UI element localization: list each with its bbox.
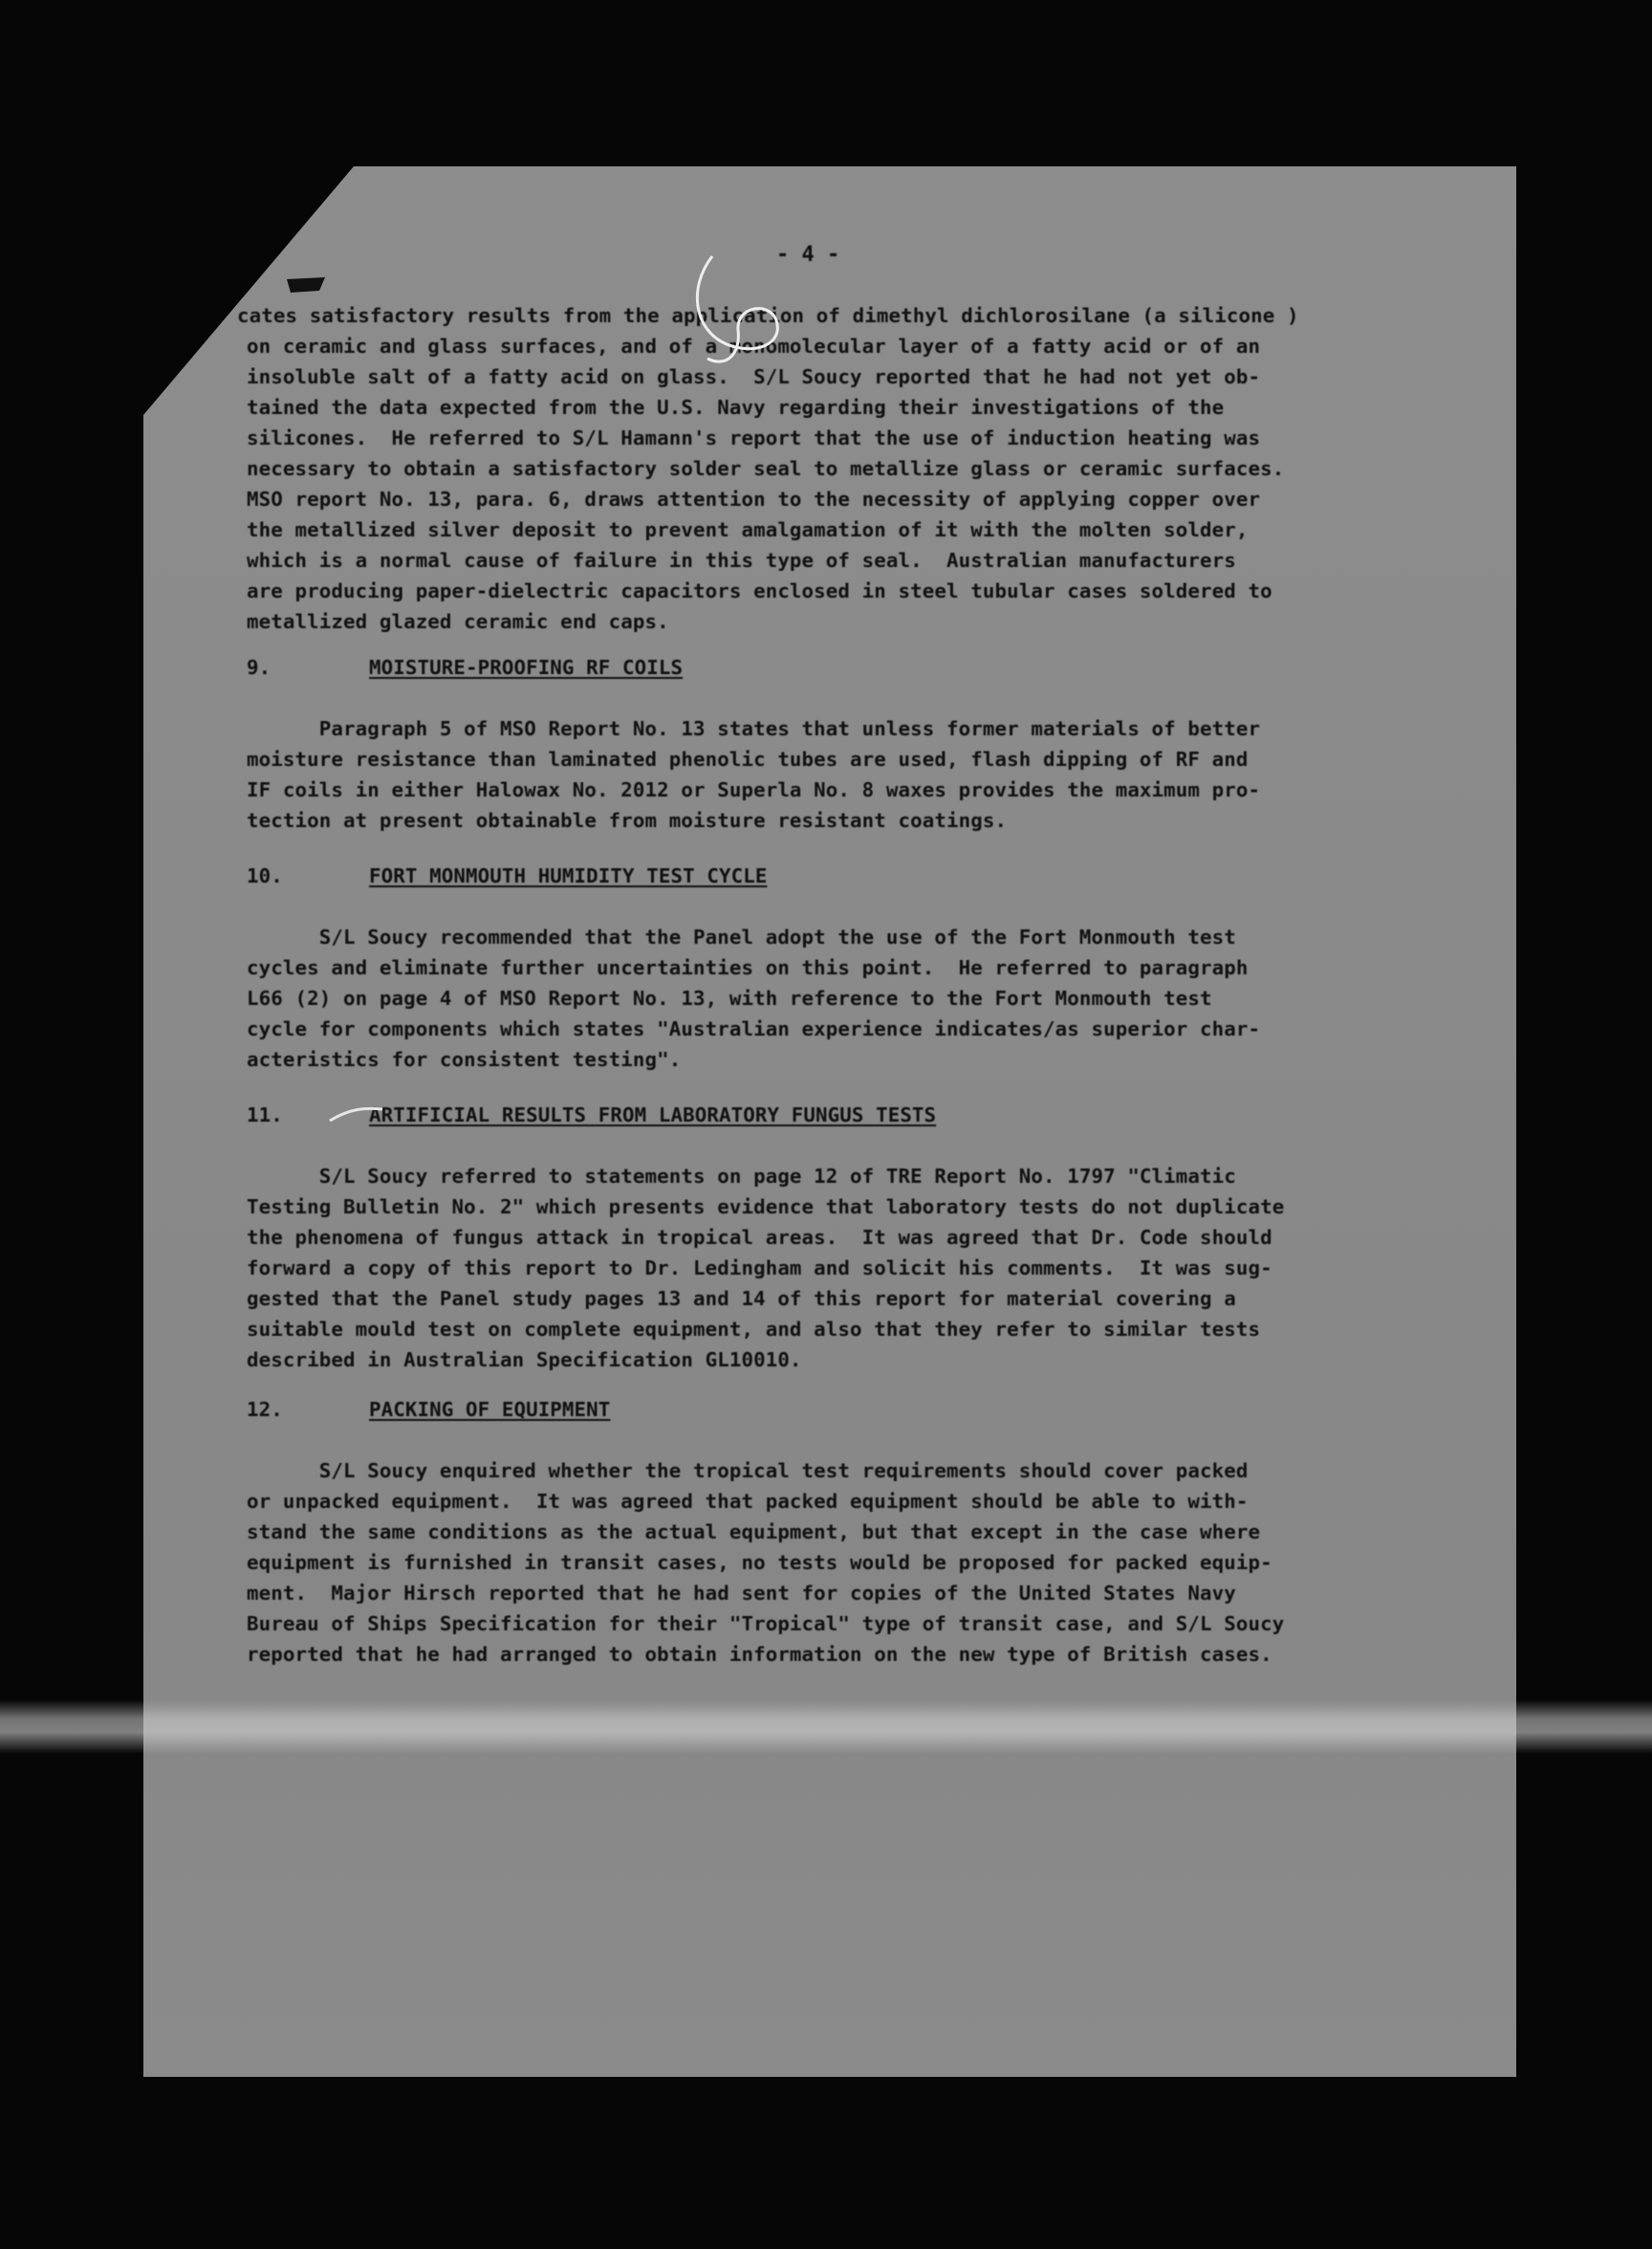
body-line: cycles and eliminate further uncertainties on this point. He referred to paragraph xyxy=(247,956,1249,979)
section-number: 10. xyxy=(247,864,283,887)
body-line: L66 (2) on page 4 of MSO Report No. 13, with reference to the Fort Monmouth test xyxy=(247,987,1212,1010)
section-number: 11. xyxy=(247,1103,283,1126)
body-line: or unpacked equipment. It was agreed that packed equipment should be able to with- xyxy=(247,1490,1249,1513)
section-number: 12. xyxy=(247,1398,283,1421)
body-line: are producing paper-dielectric capacitors enclosed in steel tubular cases soldered to xyxy=(247,579,1272,602)
body-line: forward a copy of this report to Dr. Ledingham and solicit his comments. It was sug- xyxy=(247,1256,1272,1279)
section-heading: PACKING OF EQUIPMENT xyxy=(369,1398,611,1421)
body-line: necessary to obtain a satisfactory solder seal to metallize glass or ceramic surfaces. xyxy=(247,457,1285,480)
body-line: Testing Bulletin No. 2" which presents evidence that laboratory tests do not duplicate xyxy=(247,1195,1285,1218)
body-line: S/L Soucy referred to statements on page 12 of TRE Report No. 1797 "Climatic xyxy=(247,1165,1236,1188)
page-number: - 4 - xyxy=(776,243,840,267)
section-heading: MOISTURE-PROOFING RF COILS xyxy=(369,656,684,679)
body-line: Bureau of Ships Specification for their "Tropical" type of transit case, and S/L Soucy xyxy=(247,1612,1285,1635)
body-line: equipment is furnished in transit cases, no tests would be proposed for packed equip- xyxy=(247,1551,1272,1574)
body-line: which is a normal cause of failure in this type of seal. Australian manufacturers xyxy=(247,549,1236,572)
scan-light-band xyxy=(0,1700,1652,1754)
body-line: insoluble salt of a fatty acid on glass. S/L Soucy reported that he had not yet ob- xyxy=(247,365,1261,388)
body-line: stand the same conditions as the actual equipment, but that except in the case where xyxy=(247,1520,1261,1543)
body-line: suitable mould test on complete equipment, and also that they refer to similar tests xyxy=(247,1318,1261,1341)
body-line: moisture resistance than laminated phenolic tubes are used, flash dipping of RF and xyxy=(247,748,1249,771)
body-line: silicones. He referred to S/L Hamann's report that the use of induction heating was xyxy=(247,426,1261,449)
body-line: on ceramic and glass surfaces, and of a monomolecular layer of a fatty acid or of an xyxy=(247,335,1261,358)
body-line: cates satisfactory results from the application of dimethyl dichlorosilane (a silicone ) xyxy=(237,304,1299,327)
body-line: cycle for components which states "Australian experience indicates/as superior char- xyxy=(247,1017,1261,1040)
body-line: S/L Soucy enquired whether the tropical test requirements should cover packed xyxy=(247,1459,1249,1482)
body-line: reported that he had arranged to obtain information on the new type of British cases. xyxy=(247,1643,1272,1666)
body-line: IF coils in either Halowax No. 2012 or Superla No. 8 waxes provides the maximum pro- xyxy=(247,778,1261,801)
section-heading: FORT MONMOUTH HUMIDITY TEST CYCLE xyxy=(369,864,768,887)
body-line: gested that the Panel study pages 13 and 14 of this report for material covering a xyxy=(247,1287,1236,1310)
body-line: tection at present obtainable from moisture resistant coatings. xyxy=(247,809,1008,832)
body-line: Paragraph 5 of MSO Report No. 13 states that unless former materials of better xyxy=(247,717,1261,740)
body-line: tained the data expected from the U.S. Navy regarding their investigations of the xyxy=(247,396,1225,419)
section-heading: ARTIFICIAL RESULTS FROM LABORATORY FUNGUS TESTS xyxy=(369,1103,937,1126)
body-line: ment. Major Hirsch reported that he had sent for copies of the United States Navy xyxy=(247,1582,1236,1605)
body-line: metallized glazed ceramic end caps. xyxy=(247,610,669,633)
body-line: acteristics for consistent testing". xyxy=(247,1048,682,1071)
body-line: the phenomena of fungus attack in tropical areas. It was agreed that Dr. Code should xyxy=(247,1226,1272,1249)
body-line: S/L Soucy recommended that the Panel adopt the use of the Fort Monmouth test xyxy=(247,926,1236,949)
section-number: 9. xyxy=(247,656,272,679)
body-line: MSO report No. 13, para. 6, draws attention to the necessity of applying copper over xyxy=(247,488,1261,511)
body-line: described in Australian Specification GL10010. xyxy=(247,1348,802,1371)
body-line: the metallized silver deposit to prevent amalgamation of it with the molten solder, xyxy=(247,518,1249,541)
